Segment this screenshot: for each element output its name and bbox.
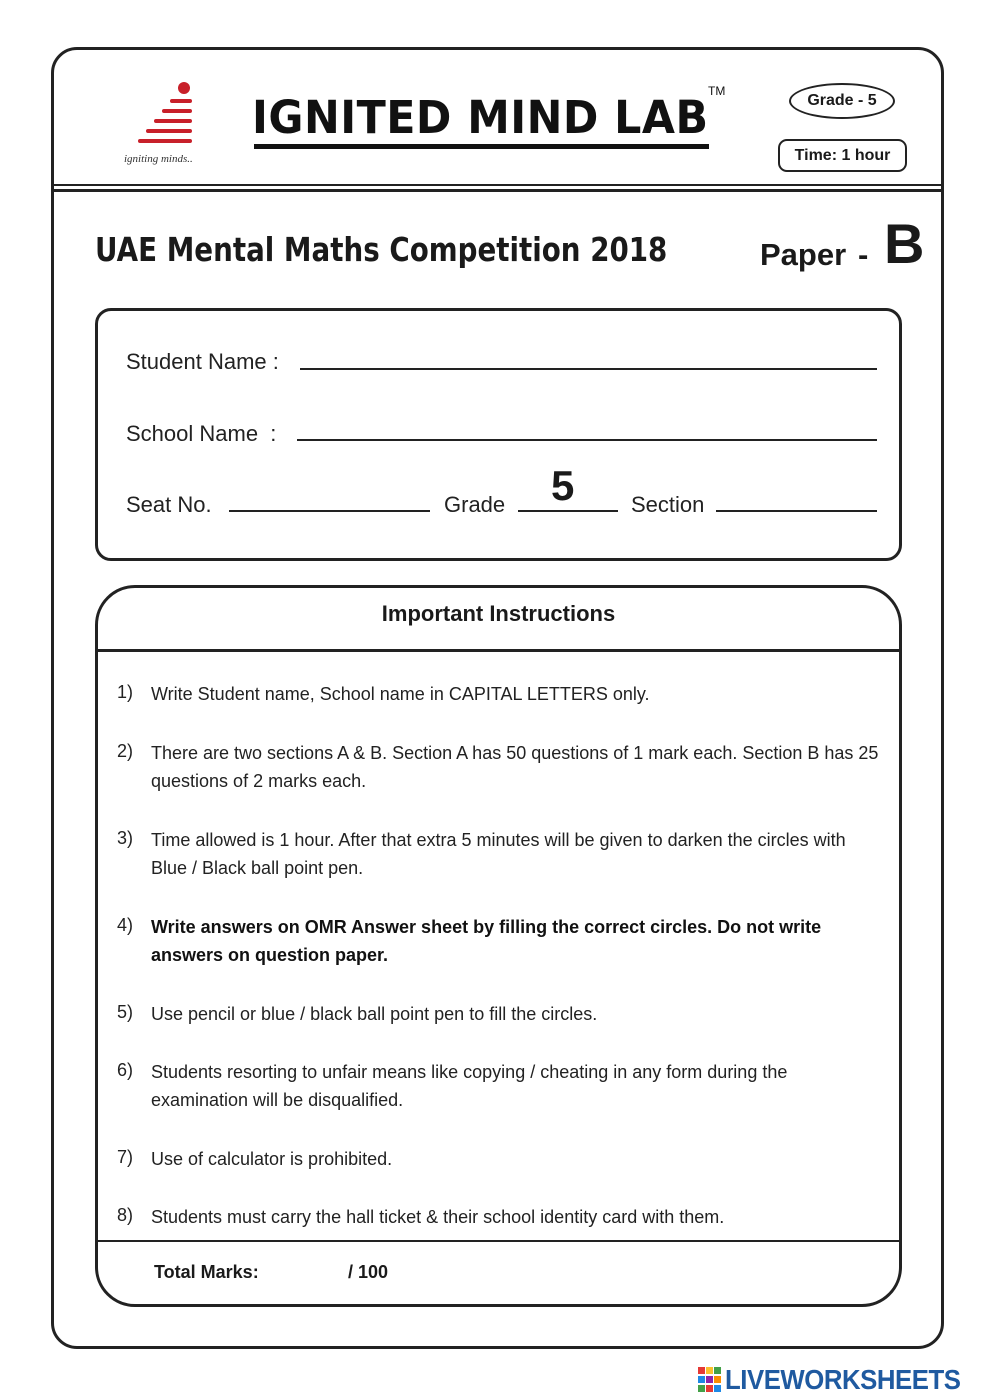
instruction-number: 3): [117, 828, 134, 848]
student-name-label: Student Name :: [126, 349, 279, 374]
instruction-number: 5): [117, 1002, 134, 1022]
section-label: Section: [631, 492, 705, 517]
instruction-item: Students must carry the hall ticket & their school identity card with them.: [151, 1207, 725, 1227]
time-badge: [778, 139, 907, 172]
grade-field[interactable]: [518, 510, 618, 512]
exam-title: UAE Mental Maths Competition 2018: [95, 230, 668, 269]
paper-dash: -: [858, 237, 869, 272]
school-name-field[interactable]: [297, 439, 877, 441]
brand-title: IGNITED MIND LAB: [252, 91, 709, 144]
instruction-number: 8): [117, 1205, 134, 1225]
grade-badge: [789, 83, 895, 119]
student-name-field[interactable]: [300, 368, 877, 370]
grade-label: Grade: [444, 492, 506, 517]
liveworksheets-watermark[interactable]: [698, 1364, 981, 1396]
grade-badge-text: Grade - 5: [807, 92, 877, 109]
total-marks-label: Total Marks:: [154, 1262, 259, 1282]
watermark-text: LIVEWORKSHEETS: [725, 1364, 961, 1395]
instruction-item: Use pencil or blue / black ball point pen to fill the circles.: [151, 1004, 598, 1024]
school-name-label: School Name :: [126, 421, 277, 446]
liveworksheets-logo-icon: [698, 1367, 722, 1393]
instruction-item: Time allowed is 1 hour. After that extra 5 minutes will be given to darken the circles with Blue / Black ball point pen.: [151, 830, 846, 878]
total-marks-divider: [98, 1240, 899, 1242]
instruction-number: 4): [117, 915, 134, 935]
instruction-number: 6): [117, 1060, 134, 1080]
trademark-mark: TM: [708, 84, 726, 98]
logo-tagline: igniting minds..: [124, 153, 193, 165]
brand-underline: [254, 144, 709, 149]
seat-no-label: Seat No.: [126, 492, 212, 517]
paper-label: Paper: [760, 237, 847, 272]
instructions-title-divider: [98, 649, 899, 652]
instruction-item: Use of calculator is prohibited.: [151, 1149, 393, 1169]
header-divider: [54, 184, 944, 186]
time-badge-text: Time: 1 hour: [794, 146, 891, 164]
total-marks-value: / 100: [348, 1262, 389, 1282]
instruction-number: 2): [117, 741, 134, 761]
instruction-item: Write Student name, School name in CAPITAL LETTERS only.: [151, 684, 650, 704]
instructions-title: Important Instructions: [381, 601, 616, 626]
grade-value: 5: [551, 462, 575, 509]
seat-no-field[interactable]: [229, 510, 430, 512]
instruction-item: There are two sections A & B. Section A has 50 questions of 1 mark each. Section B has 25 questions of 2 marks each.: [151, 743, 879, 791]
instruction-item-important: Write answers on OMR Answer sheet by filling the correct circles. Do not write answers on question paper.: [151, 917, 822, 965]
instruction-number: 1): [117, 682, 134, 702]
instruction-item: Students resorting to unfair means like copying / cheating in any form during the examination will be disqualified.: [151, 1062, 788, 1110]
instruction-number: 7): [117, 1147, 134, 1167]
paper-code: B: [884, 212, 925, 275]
header-divider-double: [54, 189, 944, 192]
section-field[interactable]: [716, 510, 877, 512]
